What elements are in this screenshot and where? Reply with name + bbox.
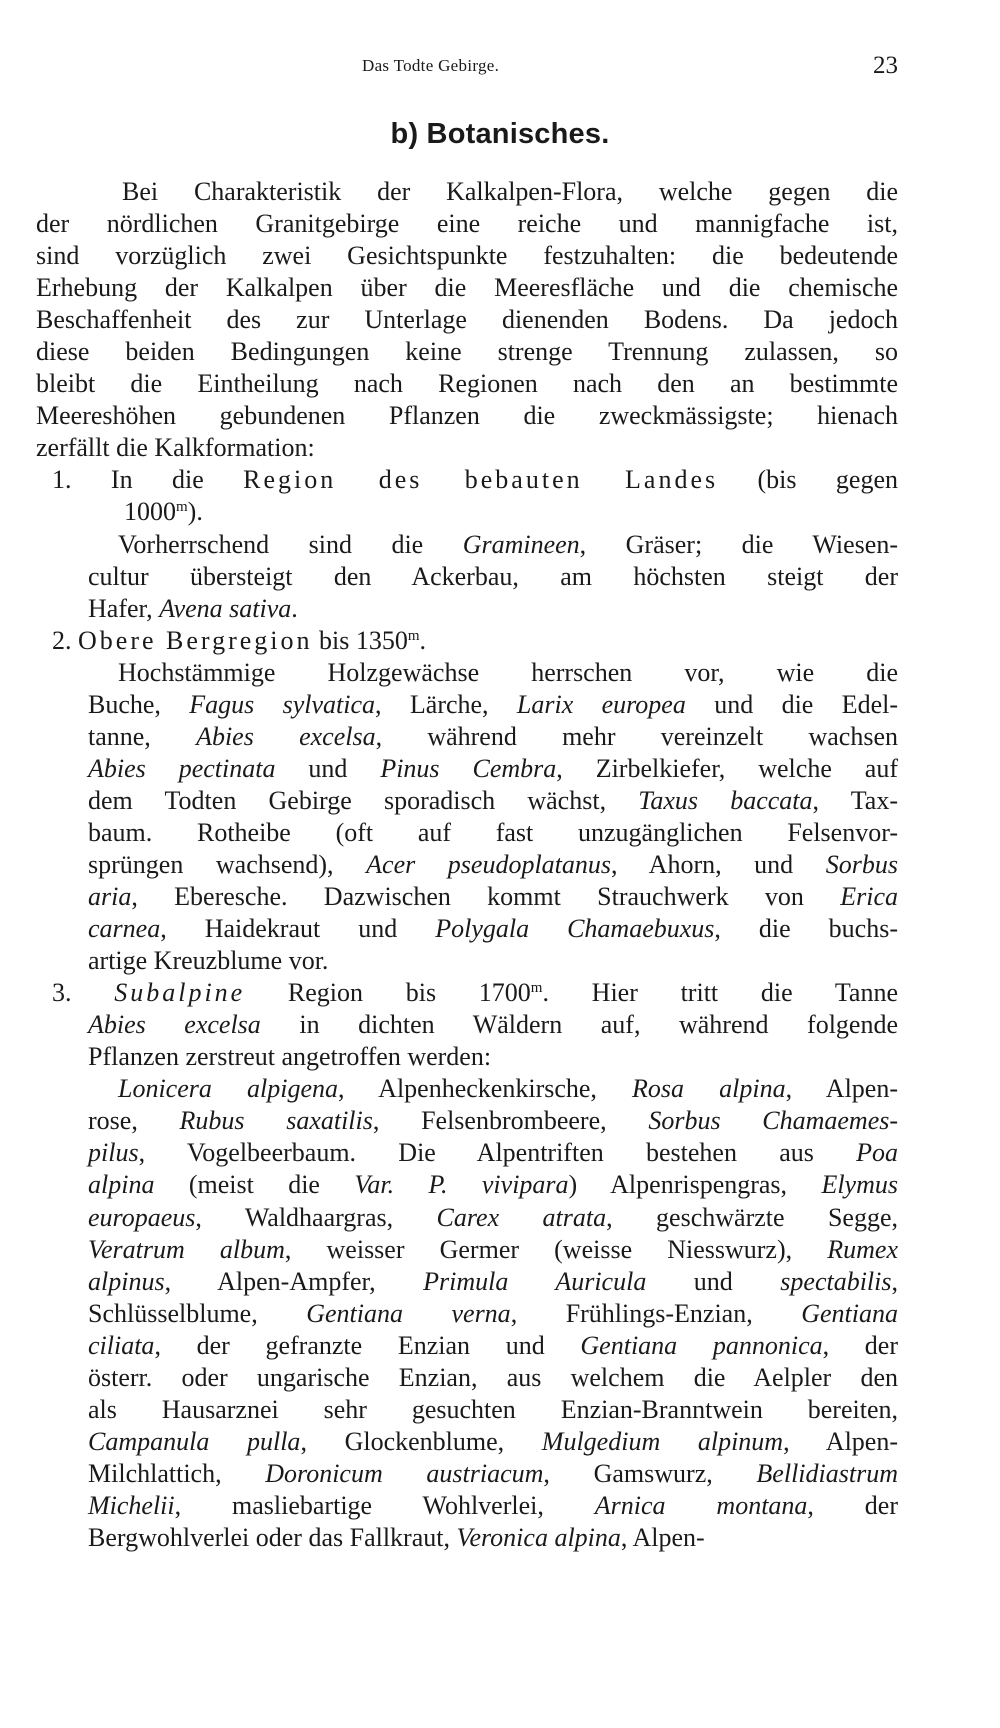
text-segment: österr. oder ungarische Enzian, aus welchem die Aelpler den	[88, 1362, 898, 1392]
intro-paragraph	[36, 176, 898, 464]
section-title: b) Botanisches.	[390, 118, 610, 150]
region-2	[36, 625, 898, 978]
text-segment: , weisser Germer (weisse Niesswurz),	[284, 1234, 828, 1264]
text-segment: , Alpenheckenkirsche,	[338, 1074, 633, 1104]
latin-name: Primula Auricula	[423, 1266, 647, 1296]
region-heading-cont: 1000$^m$).	[124, 497, 203, 527]
text-line	[36, 1105, 898, 1137]
text-line	[36, 881, 898, 913]
region-3	[36, 977, 898, 1554]
text-line: Meereshöhen gebundenen Pflanzen die zweckmässigste; hienach	[36, 401, 898, 431]
text-segment: , die buchs-	[714, 914, 898, 944]
latin-name: Arnica montana	[594, 1490, 808, 1520]
latin-name: Pinus Cembra	[380, 753, 557, 783]
text-line	[36, 1009, 898, 1041]
plant-list	[36, 1073, 898, 1554]
text-segment: rose,	[88, 1106, 180, 1136]
region-1	[36, 464, 898, 624]
text-line	[36, 785, 898, 817]
text-line: der nördlichen Granitgebirge eine reiche und mannigfache ist,	[36, 209, 898, 239]
latin-name: Erica	[840, 882, 898, 912]
text-segment: und	[275, 753, 381, 783]
text-segment: tanne,	[88, 721, 197, 751]
latin-name: Bellidiastrum	[756, 1458, 898, 1488]
latin-name: Elymus	[821, 1170, 898, 1200]
latin-name: Abies excelsa	[196, 721, 376, 751]
text-segment: cultur übersteigt den Ackerbau, am höchsten steigt der	[88, 561, 898, 591]
latin-name: Var. P. vivipara	[354, 1170, 569, 1200]
latin-name: Veratrum album	[88, 1234, 285, 1264]
text-segment: sprüngen wachsend),	[88, 849, 367, 879]
text-segment: , Zirbelkiefer, welche auf	[556, 753, 898, 783]
latin-name: Gentiana	[801, 1298, 898, 1328]
text-segment: in dichten Wäldern auf, während folgende	[260, 1010, 898, 1040]
region-description	[36, 1009, 898, 1073]
text-line	[36, 561, 898, 593]
text-segment: , Gräser; die Wiesen-	[579, 529, 898, 559]
latin-name: Gentiana verna	[306, 1298, 511, 1328]
latin-name: spectabilis	[780, 1266, 892, 1296]
text-segment: , Eberesche. Dazwischen kommt Strauchwerk von	[131, 882, 841, 912]
text-line	[36, 657, 898, 689]
text-line: bleibt die Eintheilung nach Regionen nach den an bestimmte	[36, 369, 898, 399]
text-segment: ) Alpenrispengras,	[568, 1170, 822, 1200]
latin-name: Gramineen	[462, 529, 580, 559]
text-segment: Bergwohlverlei oder das Fallkraut,	[88, 1522, 457, 1552]
body-text	[36, 176, 898, 1554]
latin-name: Rosa alpina	[632, 1074, 786, 1104]
text-line	[36, 913, 898, 945]
text-line: Erhebung der Kalkalpen über die Meeresfläche und die chemische	[36, 273, 898, 303]
latin-name: Abies excelsa	[88, 1010, 261, 1040]
text-line: sind vorzüglich zwei Gesichtspunkte festzuhalten: die bedeutende	[36, 241, 898, 271]
text-line	[36, 1298, 898, 1330]
latin-name: Mulgedium alpinum	[541, 1426, 784, 1456]
text-line: diese beiden Bedingungen keine strenge Trennung zulassen, so	[36, 337, 898, 367]
text-segment: , Lärche,	[375, 689, 517, 719]
latin-name: Fagus sylvatica	[189, 689, 376, 719]
latin-name: Larix europea	[516, 689, 686, 719]
text-line	[36, 817, 898, 849]
latin-name: pilus	[88, 1138, 139, 1168]
latin-name: Doronicum austriacum	[265, 1458, 544, 1488]
text-segment: , geschwärzte Segge,	[606, 1202, 898, 1232]
latin-name: Sorbus	[825, 849, 899, 879]
text-line	[36, 689, 898, 721]
text-segment: ,	[891, 1266, 898, 1296]
text-segment: , Vogelbeerbaum. Die Alpentriften bestehen aus	[138, 1138, 857, 1168]
text-segment: , Felsenbrombeere,	[372, 1106, 649, 1136]
region-description	[36, 657, 898, 977]
text-line	[36, 1362, 898, 1394]
text-segment: , Waldhaargras,	[195, 1202, 437, 1232]
text-line	[36, 721, 898, 753]
latin-name: Rumex	[827, 1234, 898, 1264]
text-line	[36, 1266, 898, 1298]
latin-name: Avena sativa	[159, 593, 292, 623]
latin-name: alpinus	[88, 1266, 165, 1296]
region-heading: 3. Subalpine Region bis 1700$^m$. Hier tritt die Tanne	[52, 978, 898, 1008]
text-line	[36, 1234, 898, 1266]
text-segment: artige Kreuzblume vor.	[88, 946, 329, 976]
text-segment: Hochstämmige Holzgewächse herrschen vor, wie die	[118, 657, 898, 687]
latin-name: Poa	[856, 1138, 898, 1168]
text-segment: Pflanzen zerstreut angetroffen werden:	[88, 1042, 492, 1072]
text-line	[36, 1169, 898, 1201]
text-segment: (meist die	[154, 1170, 355, 1200]
latin-name: Campanula pulla	[88, 1426, 301, 1456]
text-segment: , Glockenblume,	[300, 1426, 542, 1456]
text-segment: , während mehr vereinzelt wachsen	[375, 721, 898, 751]
text-line	[36, 849, 898, 881]
latin-name: carnea	[88, 914, 161, 944]
text-line	[36, 529, 898, 561]
text-segment: Hafer,	[88, 593, 160, 623]
latin-name: ciliata	[88, 1330, 155, 1360]
text-line	[36, 1202, 898, 1234]
text-segment: , Alpen-Ampfer,	[164, 1266, 424, 1296]
text-segment: Vorherrschend sind die	[118, 529, 463, 559]
text-line	[36, 1458, 898, 1490]
latin-name: Veronica alpina	[456, 1522, 621, 1552]
text-line	[36, 945, 898, 977]
text-line: Bei Charakteristik der Kalkalpen-Flora, welche gegen die	[122, 177, 898, 206]
region-description	[36, 529, 898, 625]
text-segment: , Haidekraut und	[160, 914, 436, 944]
running-head: Das Todte Gebirge.	[362, 56, 500, 75]
latin-name: Taxus baccata	[638, 785, 813, 815]
text-segment: Buche,	[88, 689, 190, 719]
region-heading: 2. Obere Bergregion bis 1350$^m$.	[52, 625, 427, 655]
text-line	[36, 1041, 898, 1073]
text-segment: .	[291, 593, 298, 623]
text-line: Beschaffenheit des zur Unterlage dienenden Bodens. Da jedoch	[36, 305, 898, 335]
latin-name: Lonicera alpigena	[118, 1074, 338, 1104]
text-segment: , Frühlings-Enzian,	[510, 1298, 802, 1328]
latin-name: aria	[88, 882, 132, 912]
text-line	[36, 1522, 898, 1554]
text-segment: Milchlattich,	[88, 1458, 266, 1488]
latin-name: Abies pectinata	[88, 753, 276, 783]
text-line	[36, 593, 898, 625]
text-line	[36, 1394, 898, 1426]
latin-name: Gentiana pannonica	[580, 1330, 823, 1360]
latin-name: Rubus saxatilis	[179, 1106, 373, 1136]
text-segment: und die Edel-	[685, 689, 898, 719]
text-segment: , Alpen-	[783, 1426, 898, 1456]
latin-name: Polygala Chamaebuxus	[435, 914, 715, 944]
latin-name: Carex atrata	[436, 1202, 607, 1232]
latin-name: alpina	[88, 1170, 155, 1200]
latin-name: Michelii	[88, 1490, 175, 1520]
text-segment: Schlüsselblume,	[88, 1298, 307, 1328]
region-heading: 1. In die Region des bebauten Landes (bis gegen	[52, 465, 899, 495]
text-segment: , der	[807, 1490, 899, 1520]
page-header	[36, 52, 898, 86]
text-segment: baum. Rotheibe (oft auf fast unzugänglichen Felsenvor-	[88, 817, 898, 847]
text-line	[36, 753, 898, 785]
page-number: 23	[873, 52, 898, 79]
text-segment: , Gamswurz,	[543, 1458, 757, 1488]
text-line: zerfällt die Kalkformation:	[36, 433, 315, 463]
latin-name: Acer pseudoplatanus	[366, 849, 612, 879]
text-line	[36, 1137, 898, 1169]
text-line	[36, 1073, 898, 1105]
text-segment: , Alpen-	[785, 1074, 899, 1104]
text-line	[36, 1330, 898, 1362]
text-segment: als Hausarznei sehr gesuchten Enzian-Branntwein bereiten,	[88, 1394, 898, 1424]
text-segment: und	[646, 1266, 781, 1296]
text-segment: , masliebartige Wohlverlei,	[174, 1490, 595, 1520]
text-segment: dem Todten Gebirge sporadisch wächst,	[88, 785, 639, 815]
text-line	[36, 1490, 898, 1522]
text-segment: , der gefranzte Enzian und	[154, 1330, 581, 1360]
text-line	[36, 1426, 898, 1458]
latin-name: Sorbus Chamaemes-	[648, 1106, 899, 1136]
text-segment: , der	[822, 1330, 898, 1360]
text-segment: , Tax-	[812, 785, 898, 815]
text-segment: , Ahorn, und	[611, 849, 826, 879]
text-segment: , Alpen-	[620, 1522, 705, 1552]
latin-name: europaeus	[88, 1202, 196, 1232]
